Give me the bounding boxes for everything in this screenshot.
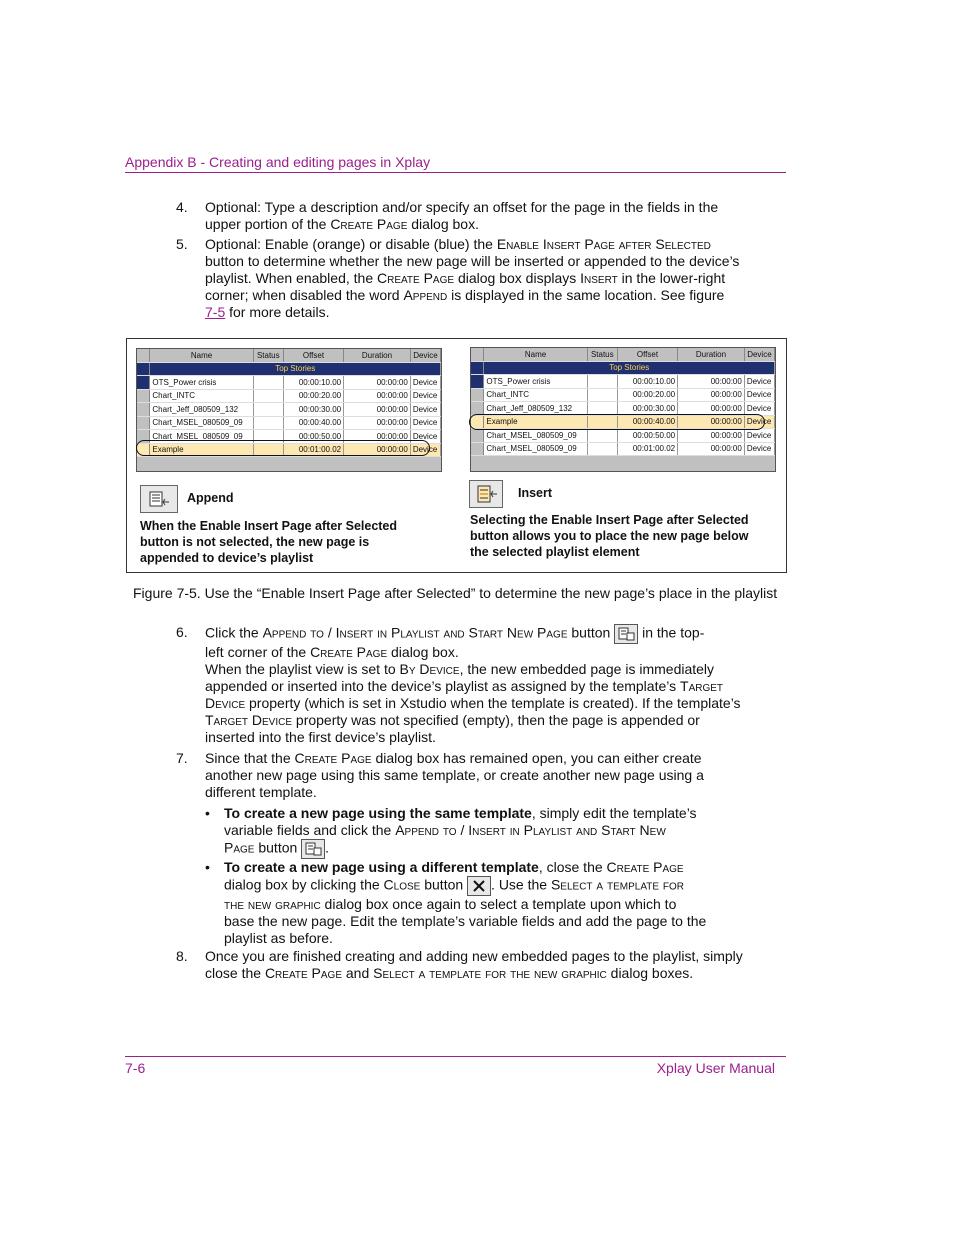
running-header: Appendix B - Creating and editing pages in Xplay	[125, 154, 431, 170]
step-6-detail: When the playlist view is set to By Device, the new embedded page is immediately appended or inserted into the device’s playlist as assigned by the template’s Target Device property (which is set in Xstudio when the template is created). If the template’s Target Device property was not specified (empty), then the page is appended or inserted into the first device’s playlist.	[205, 661, 741, 745]
append-icon	[141, 486, 177, 512]
col-offset[interactable]: Offset	[283, 349, 343, 362]
col-status[interactable]: Status	[587, 348, 617, 361]
step-6-number: 6.	[176, 624, 188, 640]
insert-button[interactable]	[469, 480, 503, 508]
new-page-icon	[302, 840, 324, 858]
step-5-number: 5.	[176, 236, 188, 252]
step-8-number: 8.	[176, 948, 188, 964]
table-row[interactable]: Chart_MSEL_080509_09 00:00:40.00 00:00:00 Device	[137, 416, 441, 430]
bullet-2: •	[205, 859, 210, 875]
bullet-2-text: To create a new page using a different template, close the Create Page dialog box by clicking the Close button . Use the Select a template for the new graphic dialog box once again to select a template upon which to base the new page. Edit the template’s variable fields and add the page to the playlist as before.	[224, 859, 707, 946]
table-row-new-page[interactable]: Example 00:00:40.00 00:00:00 Device	[471, 415, 775, 429]
bullet-1: •	[205, 805, 210, 821]
table-row[interactable]: Chart_MSEL_080509_09 00:01:00.02 00:00:00 Device	[471, 442, 775, 456]
step-8-text: Once you are finished creating and adding new embedded pages to the playlist, simply close the Create Page and Select a template for the new graphic dialog boxes.	[205, 948, 743, 981]
figure-caption: Figure 7-5. Use the “Enable Insert Page after Selected” to determine the new page’s place in the playlist	[133, 585, 778, 601]
highlight-oval	[469, 414, 765, 430]
group-row[interactable]: Top Stories	[471, 361, 775, 375]
col-duration[interactable]: Duration	[344, 349, 411, 362]
append-insert-start-new-button[interactable]	[614, 624, 638, 644]
col-name[interactable]: Name	[484, 348, 587, 361]
table-row[interactable]: Chart_Jeff_080509_132 00:00:30.00 00:00:00 Device	[471, 402, 775, 416]
highlight-oval	[136, 440, 430, 456]
page-number: 7-6	[125, 1060, 146, 1076]
step-4-number: 4.	[176, 199, 188, 215]
header-rule	[125, 172, 786, 173]
step-6-text: Click the Append to / Insert in Playlist and Start New Page button in the top- left corner of the Create Page dialog box.	[205, 624, 705, 660]
bullet-1-text: To create a new page using the same template, simply edit the template’s variable fields and click the Append to / Insert in Playlist and Start New Page button .	[224, 805, 714, 859]
col-duration[interactable]: Duration	[678, 348, 745, 361]
group-row[interactable]: Top Stories	[137, 362, 441, 376]
append-caption: When the Enable Insert Page after Selected button is not selected, the new page is appended to device’s playlist	[140, 519, 398, 565]
col-name[interactable]: Name	[150, 349, 253, 362]
insert-icon	[470, 481, 502, 507]
table-row[interactable]: Chart_MSEL_080509_09 00:00:50.00 00:00:00 Device	[137, 430, 441, 444]
table-row[interactable]: OTS_Power crisis 00:00:10.00 00:00:00 Device	[471, 375, 775, 389]
close-icon	[468, 877, 490, 895]
col-offset[interactable]: Offset	[617, 348, 677, 361]
step-7-number: 7.	[176, 750, 188, 766]
footer-rule	[125, 1056, 786, 1057]
insert-caption: Selecting the Enable Insert Page after Selected button allows you to place the new page below the selected playlist element	[470, 513, 749, 559]
figure-7-5-link[interactable]: 7-5	[205, 304, 226, 320]
close-button[interactable]	[467, 876, 491, 896]
col-device[interactable]: Device	[744, 348, 774, 361]
step-5-text: Optional: Enable (orange) or disable (blue) the Enable Insert Page after Selected button to determine whether the new page will be inserted or appended to the device’s playlist. When enabled, the Create Page dialog box displays Insert in the lower-right corner; when disabled the word Append is displayed in the same location. See figure 7-5 for more details.	[205, 236, 740, 320]
new-page-icon	[615, 625, 637, 643]
step-4-text: Optional: Type a description and/or specify an offset for the page in the fields in the upper portion of the Create Page dialog box.	[205, 199, 719, 232]
manual-title: Xplay User Manual	[656, 1060, 775, 1076]
append-label: Append	[187, 491, 234, 505]
table-row[interactable]: Chart_MSEL_080509_09 00:00:50.00 00:00:00 Device	[471, 429, 775, 443]
table-row[interactable]: Chart_Jeff_080509_132 00:00:30.00 00:00:00 Device	[137, 403, 441, 417]
table-row[interactable]: OTS_Power crisis 00:00:10.00 00:00:00 Device	[137, 376, 441, 390]
playlist-grid-insert	[470, 347, 776, 472]
table-row-new-page[interactable]: Example 00:01:00.02 00:00:00 Device	[137, 443, 441, 457]
table-row[interactable]: Chart_INTC 00:00:20.00 00:00:00 Device	[137, 389, 441, 403]
step-7-text: Since that the Create Page dialog box has remained open, you can either create another new page using this same template, or create another new page using a different template.	[205, 750, 704, 800]
insert-label: Insert	[518, 486, 553, 500]
table-row[interactable]: Chart_INTC 00:00:20.00 00:00:00 Device	[471, 388, 775, 402]
append-insert-start-new-button[interactable]	[301, 839, 325, 859]
append-button[interactable]	[140, 485, 178, 513]
figure-7-5	[126, 338, 787, 573]
col-device[interactable]: Device	[410, 349, 440, 362]
col-status[interactable]: Status	[253, 349, 283, 362]
